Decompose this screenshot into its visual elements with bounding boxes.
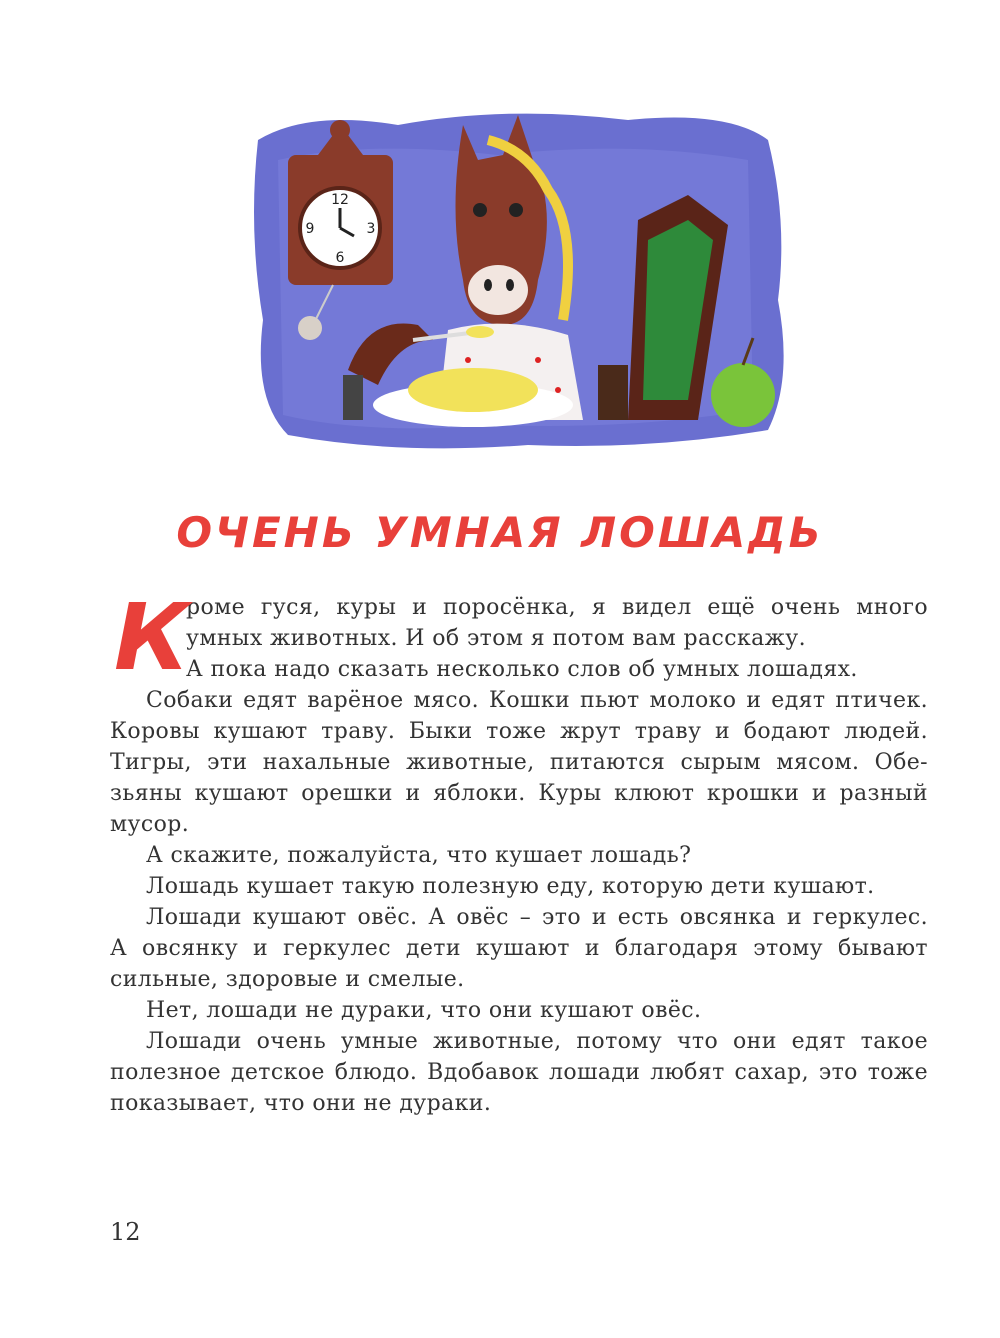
chapter-title: ОЧЕНЬ УМНАЯ ЛОШАДЬ (176, 508, 824, 557)
clock-3: 3 (366, 221, 376, 237)
clock-12: 12 (331, 192, 349, 208)
text-line: умных животных. И об этом я потом вам расскажу. (186, 626, 806, 651)
text-line: А овсянку и геркулес дети кушают и благодаря этому бывают (110, 936, 928, 961)
horse-eating-icon (248, 100, 793, 465)
text-line: Тигры, эти нахальные животные, питаются сырым мясом. Обе- (110, 750, 928, 775)
clock-6: 6 (335, 250, 345, 266)
text-line: сильные, здоровые и смелые. (110, 967, 465, 992)
text-line: роме гуся, куры и поросёнка, я видел ещё очень много (186, 595, 928, 620)
text-line: А пока надо сказать несколько слов об умных лошадях. (186, 657, 858, 682)
text-line: Лошади очень умные животные, потому что они едят такое (146, 1029, 928, 1054)
text-line: Лошади кушают овёс. А овёс – это и есть овсянка и геркулес. (146, 905, 928, 930)
text-line: Лошадь кушает такую полезную еду, которую дети кушают. (146, 874, 875, 899)
text-line: показывает, что они не дураки. (110, 1091, 492, 1116)
horse-illustration (248, 100, 793, 465)
chapter-text (110, 584, 928, 1119)
text-line: А скажите, пожалуйста, что кушает лошадь? (146, 843, 692, 868)
text-line: мусор. (110, 812, 190, 837)
text-line: Нет, лошади не дураки, что они кушают овёс. (146, 998, 702, 1023)
drop-cap: К (114, 584, 190, 691)
text-line: полезное детское блюдо. Вдобавок лошади любят сахар, это тоже (110, 1060, 928, 1085)
clock-9: 9 (305, 221, 315, 237)
text-line: Собаки едят варёное мясо. Кошки пьют молоко и едят птичек. (146, 688, 928, 713)
text-line: Коровы кушают траву. Быки тоже жрут траву и бодают людей. (110, 719, 928, 744)
page-number: 12 (110, 1218, 141, 1246)
text-line: зьяны кушают орешки и яблоки. Куры клюют крошки и разный (110, 781, 928, 806)
